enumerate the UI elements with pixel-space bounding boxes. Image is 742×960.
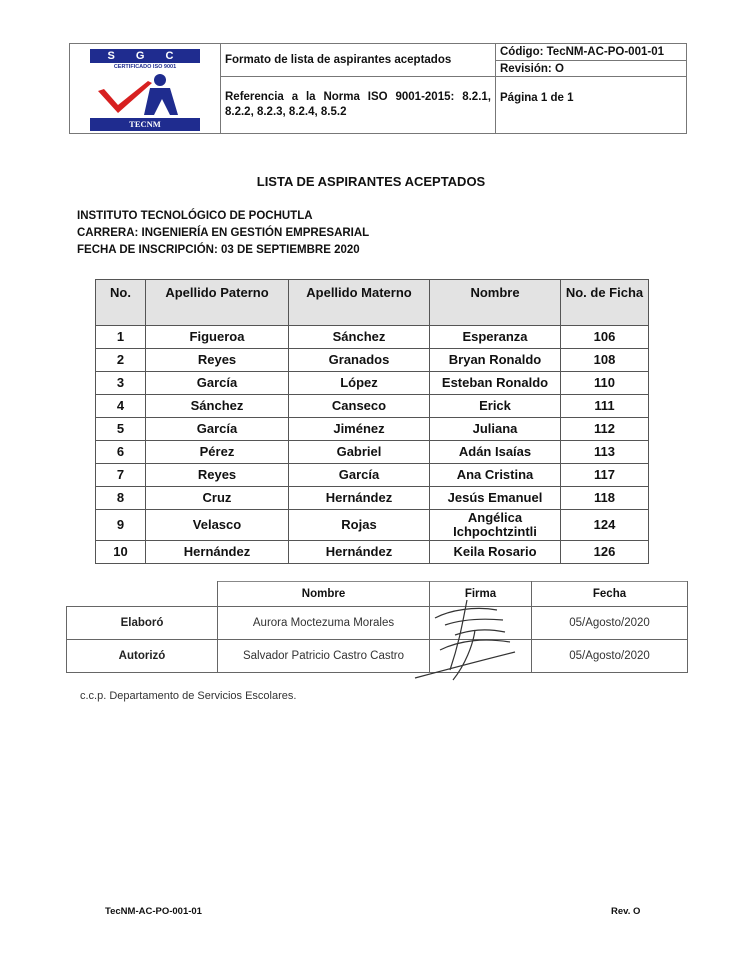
table-row — [96, 441, 649, 464]
maternal-surname: López — [289, 372, 430, 395]
role-label: Autorizó — [67, 640, 218, 673]
signature-row — [67, 640, 688, 673]
logo-tecnm-text: TECNM — [90, 118, 200, 131]
format-title: Formato de lista de aspirantes aceptados — [221, 44, 496, 77]
ficha-number: 112 — [561, 418, 649, 441]
cc-note: c.c.p. Departamento de Servicios Escolares. — [80, 690, 297, 702]
paternal-surname: Reyes — [146, 464, 289, 487]
column-header: Apellido Materno — [289, 280, 430, 326]
maternal-surname: Canseco — [289, 395, 430, 418]
checkmark-figure-icon — [90, 71, 200, 117]
signature-date: 05/Agosto/2020 — [532, 640, 688, 673]
column-header: Apellido Paterno — [146, 280, 289, 326]
paternal-surname: Cruz — [146, 487, 289, 510]
table-row — [96, 510, 649, 541]
ficha-number: 118 — [561, 487, 649, 510]
first-name: Juliana — [430, 418, 561, 441]
table-header-row — [96, 280, 649, 326]
signature-header-row — [67, 582, 688, 607]
first-name: Adán Isaías — [430, 441, 561, 464]
paternal-surname: Velasco — [146, 510, 289, 541]
first-name: Esteban Ronaldo — [430, 372, 561, 395]
maternal-surname: Gabriel — [289, 441, 430, 464]
row-number: 7 — [96, 464, 146, 487]
handwritten-signature-icon — [405, 580, 525, 690]
row-number: 6 — [96, 441, 146, 464]
paternal-surname: Sánchez — [146, 395, 289, 418]
logo-cert-text: CERTIFICADO ISO 9001 — [113, 63, 177, 70]
iso-reference: Referencia a la Norma ISO 9001-2015: 8.2.1, 8.2.2, 8.2.3, 8.2.4, 8.5.2 — [221, 77, 496, 134]
paternal-surname: Hernández — [146, 541, 289, 564]
table-row — [96, 395, 649, 418]
first-name: Bryan Ronaldo — [430, 349, 561, 372]
maternal-surname: Hernández — [289, 487, 430, 510]
document-revision: Revisión: O — [496, 61, 687, 77]
paternal-surname: García — [146, 372, 289, 395]
first-name: Angélica Ichpochtzintli — [430, 510, 561, 541]
ficha-number: 108 — [561, 349, 649, 372]
row-number: 2 — [96, 349, 146, 372]
document-header — [69, 43, 687, 134]
table-row — [96, 487, 649, 510]
paternal-surname: Figueroa — [146, 326, 289, 349]
maternal-surname: García — [289, 464, 430, 487]
career-name: CARRERA: INGENIERÍA EN GESTIÓN EMPRESARIAL — [77, 227, 370, 239]
ficha-number: 117 — [561, 464, 649, 487]
column-header: Fecha — [532, 582, 688, 607]
ficha-number: 113 — [561, 441, 649, 464]
table-row — [96, 541, 649, 564]
column-header: Nombre — [430, 280, 561, 326]
paternal-surname: Pérez — [146, 441, 289, 464]
row-number: 5 — [96, 418, 146, 441]
first-name: Keila Rosario — [430, 541, 561, 564]
institute-name: INSTITUTO TECNOLÓGICO DE POCHUTLA — [77, 210, 313, 222]
blank-header — [67, 582, 218, 607]
ficha-number: 126 — [561, 541, 649, 564]
enrollment-date: FECHA DE INSCRIPCIÓN: 03 DE SEPTIEMBRE 2020 — [77, 244, 360, 256]
ficha-number: 124 — [561, 510, 649, 541]
column-header: Firma — [430, 582, 532, 607]
row-number: 8 — [96, 487, 146, 510]
table-row — [96, 372, 649, 395]
column-header: No. — [96, 280, 146, 326]
signature-row — [67, 607, 688, 640]
signer-name: Salvador Patricio Castro Castro — [218, 640, 430, 673]
sgc-logo — [76, 47, 214, 131]
column-header: No. de Ficha — [561, 280, 649, 326]
ficha-number: 111 — [561, 395, 649, 418]
role-label: Elaboró — [67, 607, 218, 640]
page-number: Página 1 de 1 — [496, 77, 687, 134]
paternal-surname: García — [146, 418, 289, 441]
row-number: 9 — [96, 510, 146, 541]
row-number: 3 — [96, 372, 146, 395]
maternal-surname: Jiménez — [289, 418, 430, 441]
first-name: Erick — [430, 395, 561, 418]
signature-table — [66, 581, 688, 673]
maternal-surname: Granados — [289, 349, 430, 372]
maternal-surname: Hernández — [289, 541, 430, 564]
page-title: LISTA DE ASPIRANTES ACEPTADOS — [256, 174, 486, 189]
column-header: Nombre — [218, 582, 430, 607]
table-row — [96, 418, 649, 441]
row-number: 10 — [96, 541, 146, 564]
logo-cell — [70, 44, 221, 134]
footer-revision: Rev. O — [611, 906, 641, 917]
signature-date: 05/Agosto/2020 — [532, 607, 688, 640]
maternal-surname: Sánchez — [289, 326, 430, 349]
table-row — [96, 464, 649, 487]
paternal-surname: Reyes — [146, 349, 289, 372]
signer-name: Aurora Moctezuma Morales — [218, 607, 430, 640]
maternal-surname: Rojas — [289, 510, 430, 541]
first-name: Ana Cristina — [430, 464, 561, 487]
ficha-number: 110 — [561, 372, 649, 395]
footer-code: TecNM-AC-PO-001-01 — [105, 906, 202, 917]
row-number: 4 — [96, 395, 146, 418]
first-name: Esperanza — [430, 326, 561, 349]
accepted-applicants-table — [95, 279, 649, 564]
document-code: Código: TecNM-AC-PO-001-01 — [496, 44, 687, 61]
row-number: 1 — [96, 326, 146, 349]
ficha-number: 106 — [561, 326, 649, 349]
first-name: Jesús Emanuel — [430, 487, 561, 510]
table-row — [96, 326, 649, 349]
logo-sgc-text: S G C — [90, 49, 200, 63]
table-row — [96, 349, 649, 372]
